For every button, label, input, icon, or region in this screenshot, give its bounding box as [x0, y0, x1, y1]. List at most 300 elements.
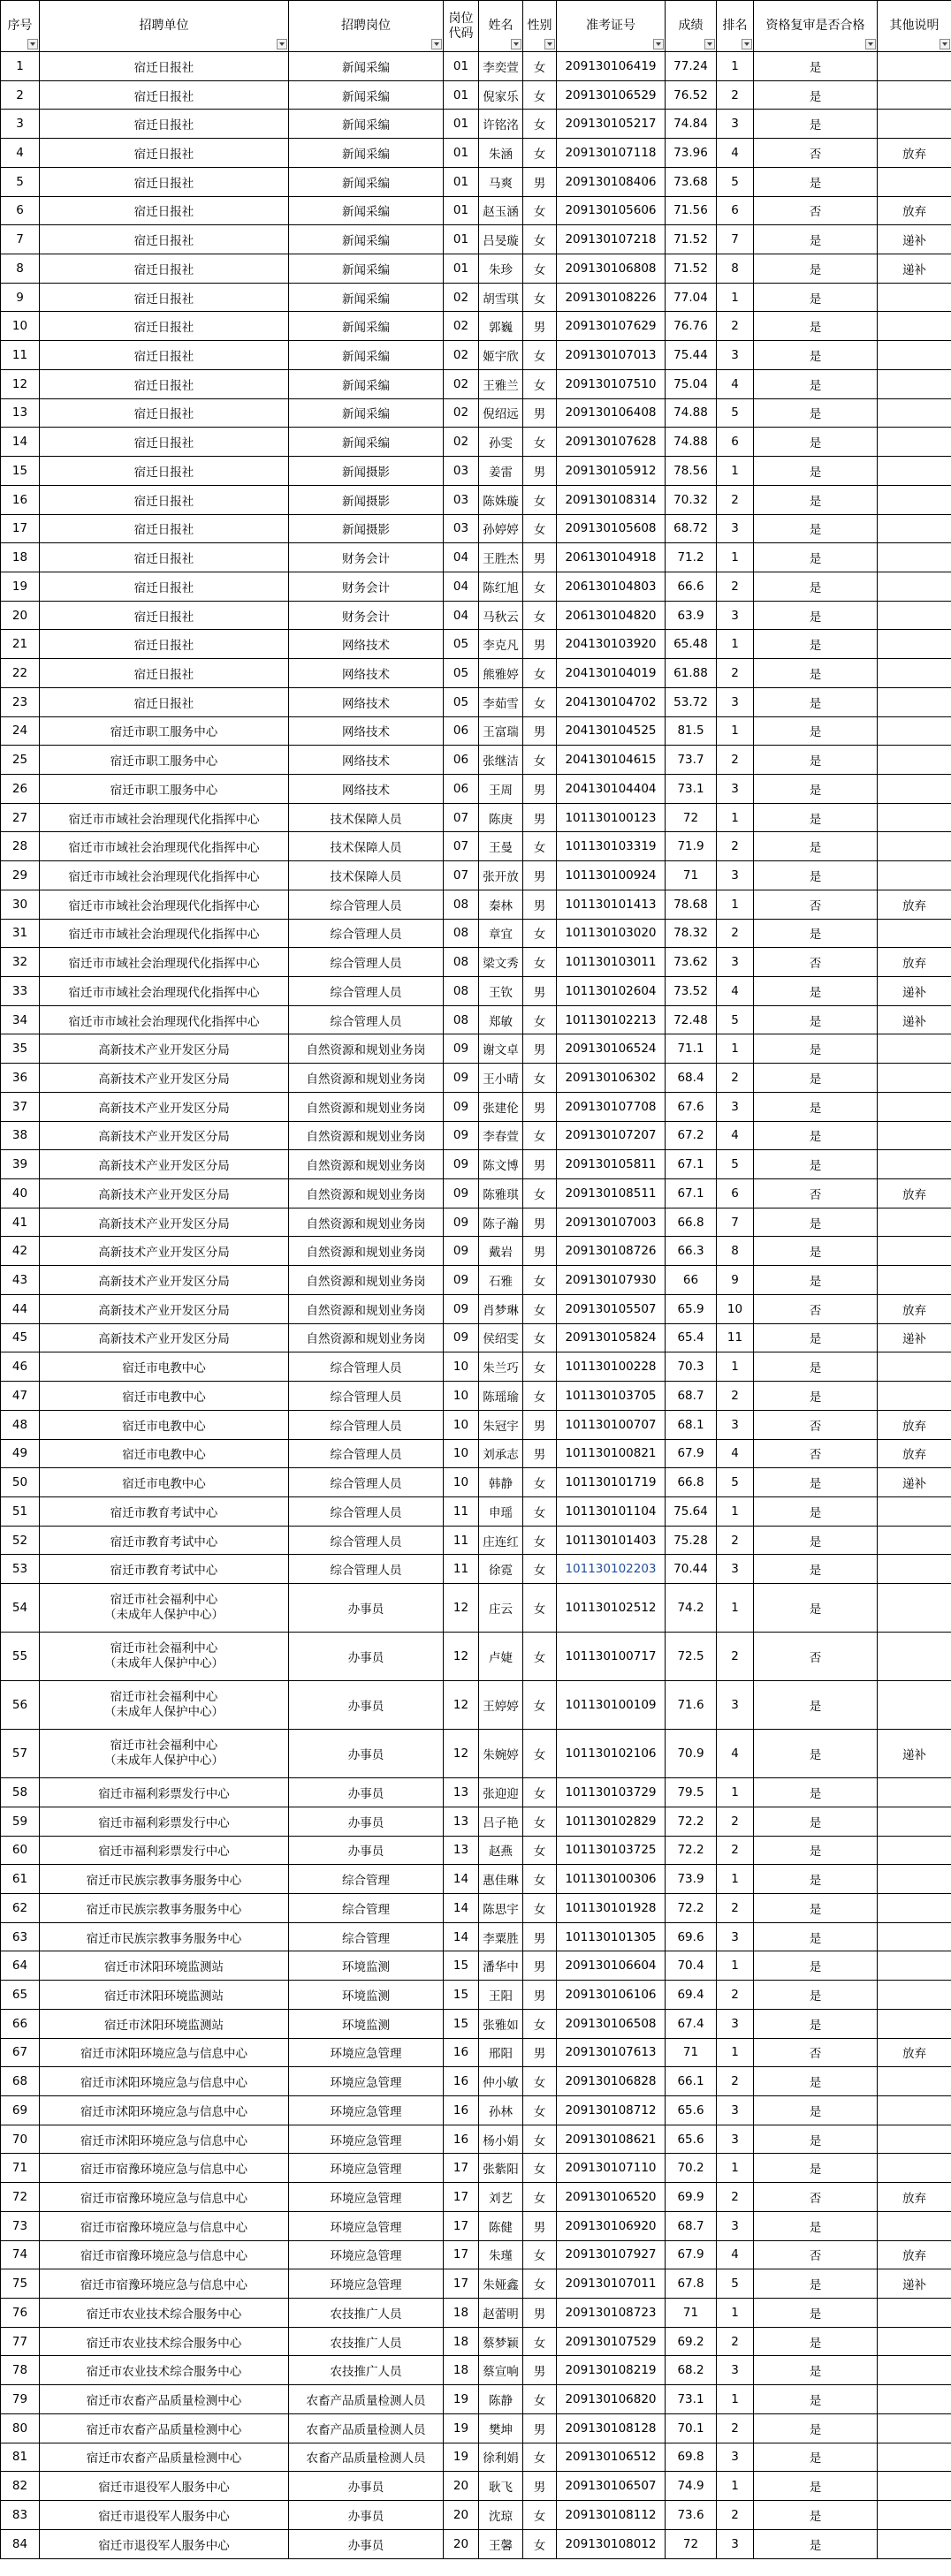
cell-score: 72 [666, 803, 717, 832]
cell-position-code: 03 [444, 485, 479, 514]
cell-employer: 宿迁市宿豫环境应急与信息中心 [40, 2211, 289, 2240]
col-header-gender [523, 1, 557, 52]
cell-requalified: 是 [754, 861, 878, 890]
cell-ticket-number: 209130107613 [557, 2038, 666, 2067]
cell-notes: 放弃 [878, 1439, 951, 1468]
cell-requalified: 是 [754, 2125, 878, 2154]
cell-position-code: 09 [444, 1064, 479, 1093]
cell-name: 倪绍远 [479, 398, 523, 428]
cell-ticket-number: 209130106604 [557, 1951, 666, 1981]
col-header-name [479, 1, 523, 52]
cell-index: 40 [1, 1179, 40, 1208]
cell-score: 81.5 [666, 716, 717, 746]
cell-ticket-number: 209130107628 [557, 428, 666, 457]
cell-position: 自然资源和规划业务岗 [289, 1064, 444, 1093]
cell-employer: 宿迁市沭阳环境监测站 [40, 2009, 289, 2038]
cell-rank: 2 [717, 1064, 754, 1093]
cell-name: 邢阳 [479, 2038, 523, 2067]
cell-notes [878, 2413, 951, 2443]
cell-score: 65.4 [666, 1323, 717, 1352]
cell-employer: 高新技术产业开发区分局 [40, 1323, 289, 1352]
cell-rank: 6 [717, 428, 754, 457]
cell-name: 王雅兰 [479, 369, 523, 398]
cell-rank: 7 [717, 225, 754, 254]
cell-position: 新闻采编 [289, 283, 444, 312]
cell-requalified: 是 [754, 457, 878, 486]
table-row [1, 1922, 951, 1951]
cell-requalified: 是 [754, 2299, 878, 2328]
cell-score: 78.68 [666, 890, 717, 919]
cell-position-code: 10 [444, 1468, 479, 1497]
cell-notes [878, 1526, 951, 1555]
cell-name: 陈雅琪 [479, 1179, 523, 1208]
cell-index: 3 [1, 110, 40, 139]
cell-notes: 递补 [878, 2269, 951, 2299]
cell-ticket-number: 209130107529 [557, 2327, 666, 2356]
cell-position: 办事员 [289, 1633, 444, 1681]
cell-name: 杨小娟 [479, 2125, 523, 2154]
cell-index: 7 [1, 225, 40, 254]
cell-gender: 女 [523, 1005, 557, 1034]
cell-employer: 宿迁市宿豫环境应急与信息中心 [40, 2154, 289, 2183]
cell-rank: 8 [717, 1237, 754, 1266]
cell-position: 自然资源和规划业务岗 [289, 1266, 444, 1295]
cell-gender: 女 [523, 2009, 557, 2038]
cell-ticket-number: 209130106808 [557, 254, 666, 284]
cell-employer: 宿迁市教育考试中心 [40, 1555, 289, 1584]
cell-notes [878, 1893, 951, 1922]
cell-employer: 高新技术产业开发区分局 [40, 1150, 289, 1179]
cell-requalified: 是 [754, 2501, 878, 2530]
cell-gender: 女 [523, 1121, 557, 1150]
cell-requalified: 是 [754, 1064, 878, 1093]
cell-employer: 宿迁市退役军人服务中心 [40, 2529, 289, 2558]
cell-position: 技术保障人员 [289, 832, 444, 861]
cell-position: 新闻摄影 [289, 485, 444, 514]
cell-gender: 女 [523, 341, 557, 370]
cell-gender: 女 [523, 601, 557, 630]
cell-rank: 3 [717, 1092, 754, 1121]
cell-name: 张紫阳 [479, 2154, 523, 2183]
cell-ticket-number: 101130102213 [557, 1005, 666, 1034]
cell-index: 59 [1, 1807, 40, 1836]
cell-gender: 女 [523, 514, 557, 543]
cell-position: 自然资源和规划业务岗 [289, 1121, 444, 1150]
filter-dropdown-icon[interactable] [277, 39, 287, 49]
cell-index: 10 [1, 312, 40, 341]
cell-name: 蔡宣响 [479, 2356, 523, 2385]
table-row [1, 2385, 951, 2414]
cell-requalified: 是 [754, 1323, 878, 1352]
header-label: 招聘单位 [139, 19, 189, 33]
cell-employer: 宿迁日报社 [40, 254, 289, 284]
cell-ticket-number: 209130107218 [557, 225, 666, 254]
cell-position-code: 17 [444, 2240, 479, 2269]
cell-requalified: 是 [754, 687, 878, 716]
cell-rank: 1 [717, 1951, 754, 1981]
cell-notes: 放弃 [878, 2038, 951, 2067]
cell-gender: 女 [523, 2269, 557, 2299]
table-row [1, 2038, 951, 2067]
cell-position: 技术保障人员 [289, 861, 444, 890]
cell-index: 18 [1, 543, 40, 572]
cell-rank: 2 [717, 80, 754, 110]
cell-score: 72.2 [666, 1836, 717, 1865]
cell-rank: 5 [717, 2269, 754, 2299]
cell-position-code: 02 [444, 428, 479, 457]
cell-score: 65.48 [666, 630, 717, 659]
cell-index: 65 [1, 1981, 40, 2010]
cell-position-code: 09 [444, 1150, 479, 1179]
cell-gender: 女 [523, 2125, 557, 2154]
cell-gender: 女 [523, 1294, 557, 1323]
cell-name: 卢婕 [479, 1633, 523, 1681]
cell-index: 42 [1, 1237, 40, 1266]
cell-score: 70.44 [666, 1555, 717, 1584]
cell-gender: 女 [523, 254, 557, 284]
cell-position-code: 05 [444, 687, 479, 716]
cell-notes [878, 1807, 951, 1836]
cell-index: 6 [1, 196, 40, 225]
cell-rank: 1 [717, 457, 754, 486]
table-row [1, 1778, 951, 1807]
cell-gender: 女 [523, 2096, 557, 2125]
cell-notes [878, 283, 951, 312]
cell-notes [878, 716, 951, 746]
cell-score: 72.2 [666, 1807, 717, 1836]
cell-score: 71 [666, 2038, 717, 2067]
cell-position-code: 12 [444, 1681, 479, 1730]
cell-requalified: 是 [754, 1034, 878, 1064]
cell-requalified: 是 [754, 2356, 878, 2385]
cell-index: 8 [1, 254, 40, 284]
cell-position: 综合管理人员 [289, 1439, 444, 1468]
cell-score: 75.04 [666, 369, 717, 398]
cell-position-code: 20 [444, 2501, 479, 2530]
table-row [1, 919, 951, 948]
cell-notes: 放弃 [878, 890, 951, 919]
cell-position-code: 07 [444, 861, 479, 890]
cell-name: 许铭洺 [479, 110, 523, 139]
cell-employer: 宿迁市电教中心 [40, 1410, 289, 1439]
cell-position-code: 13 [444, 1778, 479, 1807]
cell-position-code: 19 [444, 2413, 479, 2443]
cell-requalified: 是 [754, 919, 878, 948]
table-row [1, 2413, 951, 2443]
cell-employer: 宿迁市沭阳环境应急与信息中心 [40, 2096, 289, 2125]
cell-position: 自然资源和规划业务岗 [289, 1092, 444, 1121]
cell-requalified: 否 [754, 1633, 878, 1681]
cell-position-code: 20 [444, 2529, 479, 2558]
filter-dropdown-icon[interactable] [544, 39, 555, 49]
table-header [1, 1, 951, 52]
cell-name: 秦林 [479, 890, 523, 919]
cell-name: 侯绍雯 [479, 1323, 523, 1352]
table-row [1, 1893, 951, 1922]
header-label: 招聘岗位 [341, 19, 391, 33]
cell-requalified: 是 [754, 832, 878, 861]
cell-score: 68.4 [666, 1064, 717, 1093]
cell-gender: 女 [523, 1526, 557, 1555]
table-row [1, 1150, 951, 1179]
cell-position: 综合管理人员 [289, 1555, 444, 1584]
cell-position-code: 13 [444, 1836, 479, 1865]
cell-rank: 2 [717, 1981, 754, 2010]
cell-notes [878, 485, 951, 514]
cell-requalified: 是 [754, 1730, 878, 1778]
table-row [1, 1633, 951, 1681]
cell-employer: 宿迁市沭阳环境应急与信息中心 [40, 2038, 289, 2067]
cell-requalified: 是 [754, 1468, 878, 1497]
cell-score: 65.9 [666, 1294, 717, 1323]
cell-rank: 4 [717, 1439, 754, 1468]
cell-rank: 9 [717, 1266, 754, 1295]
col-header-employer [40, 1, 289, 52]
cell-rank: 6 [717, 1179, 754, 1208]
cell-position-code: 10 [444, 1410, 479, 1439]
cell-index: 72 [1, 2183, 40, 2212]
cell-position: 技术保障人员 [289, 803, 444, 832]
cell-ticket-number: 209130107927 [557, 2240, 666, 2269]
cell-requalified: 是 [754, 1681, 878, 1730]
cell-position-code: 15 [444, 1951, 479, 1981]
cell-name: 徐霓 [479, 1555, 523, 1584]
cell-index: 15 [1, 457, 40, 486]
cell-rank: 3 [717, 2529, 754, 2558]
cell-score: 71.9 [666, 832, 717, 861]
cell-employer: 宿迁市职工服务中心 [40, 746, 289, 775]
cell-position: 办事员 [289, 1584, 444, 1633]
cell-notes [878, 1150, 951, 1179]
cell-employer: 宿迁市社会福利中心 （未成年人保护中心） [40, 1633, 289, 1681]
cell-rank: 2 [717, 2067, 754, 2096]
cell-name: 孙婷婷 [479, 514, 523, 543]
cell-position-code: 01 [444, 139, 479, 168]
filter-dropdown-icon[interactable] [511, 39, 521, 49]
cell-name: 郑敏 [479, 1005, 523, 1034]
cell-position-code: 19 [444, 2443, 479, 2472]
cell-notes [878, 167, 951, 196]
cell-employer: 宿迁市社会福利中心 （未成年人保护中心） [40, 1584, 289, 1633]
table-row [1, 1208, 951, 1237]
cell-index: 21 [1, 630, 40, 659]
cell-requalified: 是 [754, 659, 878, 688]
cell-position: 财务会计 [289, 543, 444, 572]
cell-position: 综合管理人员 [289, 1526, 444, 1555]
cell-position-code: 14 [444, 1865, 479, 1894]
cell-index: 1 [1, 52, 40, 81]
table-row [1, 428, 951, 457]
cell-gender: 男 [523, 2356, 557, 2385]
cell-position-code: 10 [444, 1439, 479, 1468]
cell-requalified: 是 [754, 1150, 878, 1179]
cell-index: 2 [1, 80, 40, 110]
cell-position-code: 04 [444, 572, 479, 601]
cell-rank: 4 [717, 977, 754, 1006]
cell-requalified: 是 [754, 2413, 878, 2443]
table-row [1, 2154, 951, 2183]
cell-gender: 女 [523, 1352, 557, 1382]
cell-requalified: 是 [754, 2472, 878, 2501]
cell-notes [878, 861, 951, 890]
cell-employer: 宿迁市职工服务中心 [40, 716, 289, 746]
cell-position: 新闻摄影 [289, 514, 444, 543]
cell-employer: 宿迁市民族宗教事务服务中心 [40, 1865, 289, 1894]
cell-name: 郭巍 [479, 312, 523, 341]
cell-index: 78 [1, 2356, 40, 2385]
cell-gender: 男 [523, 1092, 557, 1121]
cell-gender: 男 [523, 2413, 557, 2443]
cell-index: 13 [1, 398, 40, 428]
table-row [1, 716, 951, 746]
cell-requalified: 是 [754, 341, 878, 370]
cell-score: 74.9 [666, 2472, 717, 2501]
filter-dropdown-icon[interactable] [27, 39, 38, 49]
cell-notes [878, 601, 951, 630]
cell-ticket-number: 101130101403 [557, 1526, 666, 1555]
cell-notes [878, 543, 951, 572]
cell-index: 35 [1, 1034, 40, 1064]
cell-index: 34 [1, 1005, 40, 1034]
filter-dropdown-icon[interactable] [653, 39, 664, 49]
table-row [1, 890, 951, 919]
filter-dropdown-icon[interactable] [431, 39, 442, 49]
cell-position: 网络技术 [289, 774, 444, 803]
cell-position: 综合管理 [289, 1865, 444, 1894]
cell-name: 李奕萱 [479, 52, 523, 81]
filter-dropdown-icon[interactable] [940, 39, 950, 49]
cell-ticket-number: 209130107708 [557, 1092, 666, 1121]
cell-ticket-number: 209130105217 [557, 110, 666, 139]
cell-notes [878, 803, 951, 832]
cell-name: 刘艺 [479, 2183, 523, 2212]
cell-ticket-number: 204130104525 [557, 716, 666, 746]
cell-ticket-number: 209130106529 [557, 80, 666, 110]
col-header-position-code [444, 1, 479, 52]
cell-score: 74.88 [666, 428, 717, 457]
cell-gender: 女 [523, 80, 557, 110]
cell-rank: 2 [717, 1382, 754, 1411]
cell-position-code: 12 [444, 1633, 479, 1681]
cell-position-code: 05 [444, 630, 479, 659]
cell-index: 41 [1, 1208, 40, 1237]
cell-notes: 放弃 [878, 139, 951, 168]
cell-index: 20 [1, 601, 40, 630]
cell-rank: 1 [717, 1034, 754, 1064]
cell-rank: 3 [717, 110, 754, 139]
cell-employer: 宿迁日报社 [40, 514, 289, 543]
cell-score: 73.1 [666, 774, 717, 803]
cell-rank: 3 [717, 1410, 754, 1439]
cell-ticket-number: 209130105811 [557, 1150, 666, 1179]
cell-requalified: 是 [754, 1526, 878, 1555]
cell-ticket-number: 209130106520 [557, 2183, 666, 2212]
cell-ticket-number: 209130108406 [557, 167, 666, 196]
cell-rank: 1 [717, 1778, 754, 1807]
cell-ticket-number: 101130101928 [557, 1893, 666, 1922]
cell-employer: 高新技术产业开发区分局 [40, 1064, 289, 1093]
header-label: 排名 [722, 19, 748, 33]
cell-rank: 3 [717, 861, 754, 890]
cell-gender: 女 [523, 1807, 557, 1836]
table-row [1, 2067, 951, 2096]
cell-index: 66 [1, 2009, 40, 2038]
cell-index: 30 [1, 890, 40, 919]
cell-index: 50 [1, 1468, 40, 1497]
filter-dropdown-icon[interactable] [742, 39, 752, 49]
cell-position: 办事员 [289, 2501, 444, 2530]
cell-gender: 女 [523, 283, 557, 312]
cell-score: 71.52 [666, 225, 717, 254]
cell-gender: 女 [523, 2183, 557, 2212]
cell-employer: 宿迁市农畜产品质量检测中心 [40, 2443, 289, 2472]
cell-rank: 1 [717, 2299, 754, 2328]
cell-notes [878, 52, 951, 81]
cell-ticket-number: 209130106820 [557, 2385, 666, 2414]
cell-position-code: 10 [444, 1352, 479, 1382]
cell-index: 47 [1, 1382, 40, 1411]
cell-index: 76 [1, 2299, 40, 2328]
cell-ticket-number: 101130100109 [557, 1681, 666, 1730]
cell-notes [878, 2009, 951, 2038]
cell-requalified: 是 [754, 1208, 878, 1237]
cell-gender: 女 [523, 948, 557, 977]
cell-index: 28 [1, 832, 40, 861]
cell-requalified: 是 [754, 1865, 878, 1894]
cell-index: 36 [1, 1064, 40, 1093]
cell-notes [878, 774, 951, 803]
cell-notes [878, 2443, 951, 2472]
filter-dropdown-icon[interactable] [704, 39, 715, 49]
cell-position: 综合管理 [289, 1893, 444, 1922]
cell-name: 梁文秀 [479, 948, 523, 977]
cell-index: 73 [1, 2211, 40, 2240]
cell-ticket-number: 101130103319 [557, 832, 666, 861]
cell-index: 56 [1, 1681, 40, 1730]
cell-notes [878, 457, 951, 486]
cell-name: 张建伦 [479, 1092, 523, 1121]
cell-employer: 宿迁市市域社会治理现代化指挥中心 [40, 861, 289, 890]
cell-index: 52 [1, 1526, 40, 1555]
cell-position-code: 17 [444, 2183, 479, 2212]
cell-gender: 女 [523, 1266, 557, 1295]
cell-score: 76.76 [666, 312, 717, 341]
cell-employer: 宿迁日报社 [40, 139, 289, 168]
cell-name: 孙林 [479, 2096, 523, 2125]
cell-position: 综合管理人员 [289, 948, 444, 977]
cell-notes [878, 1237, 951, 1266]
cell-requalified: 是 [754, 2529, 878, 2558]
cell-rank: 3 [717, 1555, 754, 1584]
cell-gender: 女 [523, 1836, 557, 1865]
cell-position-code: 08 [444, 1005, 479, 1034]
cell-index: 64 [1, 1951, 40, 1981]
cell-index: 38 [1, 1121, 40, 1150]
cell-gender: 女 [523, 2154, 557, 2183]
cell-name: 赵玉涵 [479, 196, 523, 225]
cell-ticket-number: 209130107510 [557, 369, 666, 398]
cell-index: 84 [1, 2529, 40, 2558]
cell-ticket-number: 204130104404 [557, 774, 666, 803]
cell-employer: 高新技术产业开发区分局 [40, 1179, 289, 1208]
cell-index: 62 [1, 1893, 40, 1922]
cell-name: 王馨 [479, 2529, 523, 2558]
cell-ticket-number: 209130106524 [557, 1034, 666, 1064]
cell-name: 孙雯 [479, 428, 523, 457]
cell-requalified: 是 [754, 80, 878, 110]
filter-dropdown-icon[interactable] [865, 39, 876, 49]
table-row [1, 861, 951, 890]
